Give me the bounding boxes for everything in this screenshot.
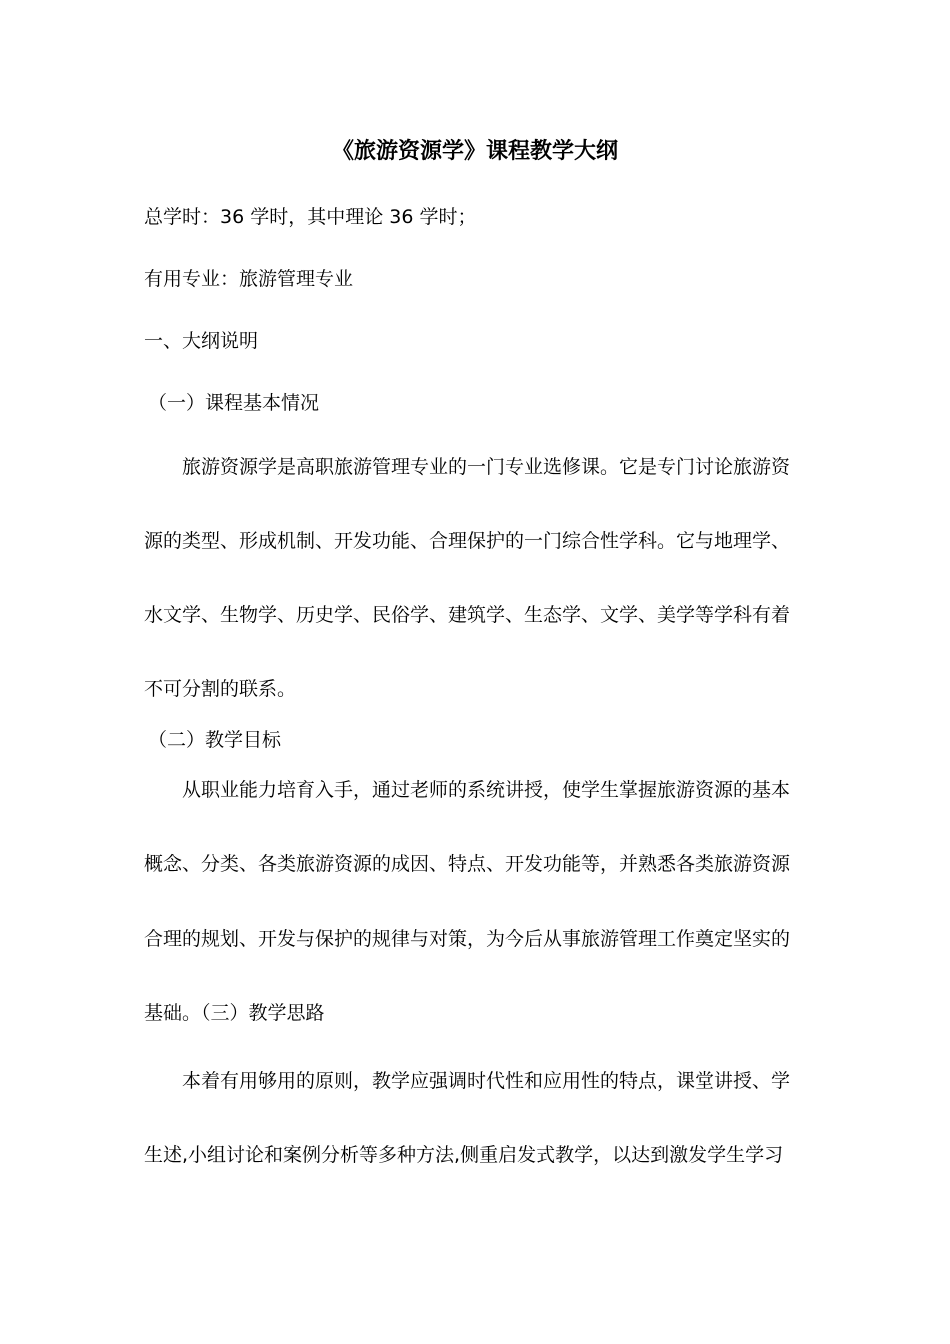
- paragraph-line: 生述,小组讨论和案例分析等多种方法,侧重启发式教学，以达到激发学生学习: [144, 1144, 784, 1166]
- document-title: 《旅游资源学》课程教学大纲: [331, 139, 618, 164]
- total-hours: 总学时：36 学时，其中理论 36 学时；: [144, 206, 477, 228]
- paragraph-line: 旅游资源学是高职旅游管理专业的一门专业选修课。它是专门讨论旅游资: [182, 456, 791, 478]
- section-heading-outline: 一、大纲说明: [144, 330, 259, 352]
- paragraph-line: 水文学、生物学、历史学、民俗学、建筑学、生态学、文学、美学等学科有着: [144, 604, 791, 626]
- paragraph-line: 本着有用够用的原则，教学应强调时代性和应用性的特点，课堂讲授、学: [182, 1070, 791, 1092]
- paragraph-line: 概念、分类、各类旅游资源的成因、特点、开发功能等，并熟悉各类旅游资源: [144, 853, 791, 875]
- paragraph-line: 源的类型、形成机制、开发功能、合理保护的一门综合性学科。它与地理学、: [144, 530, 791, 552]
- subsection-heading-course-info: （一）课程基本情况: [148, 392, 320, 414]
- paragraph-line: 基础。（三）教学思路: [144, 1002, 325, 1024]
- paragraph-line: 不可分割的联系。: [144, 678, 297, 700]
- paragraph-line: 合理的规划、开发与保护的规律与对策，为今后从事旅游管理工作奠定坚实的: [144, 928, 791, 950]
- paragraph-line: 从职业能力培育入手，通过老师的系统讲授，使学生掌握旅游资源的基本: [182, 779, 791, 801]
- applicable-major: 有用专业：旅游管理专业: [144, 268, 354, 290]
- subsection-heading-teaching-goals: （二）教学目标: [148, 729, 282, 751]
